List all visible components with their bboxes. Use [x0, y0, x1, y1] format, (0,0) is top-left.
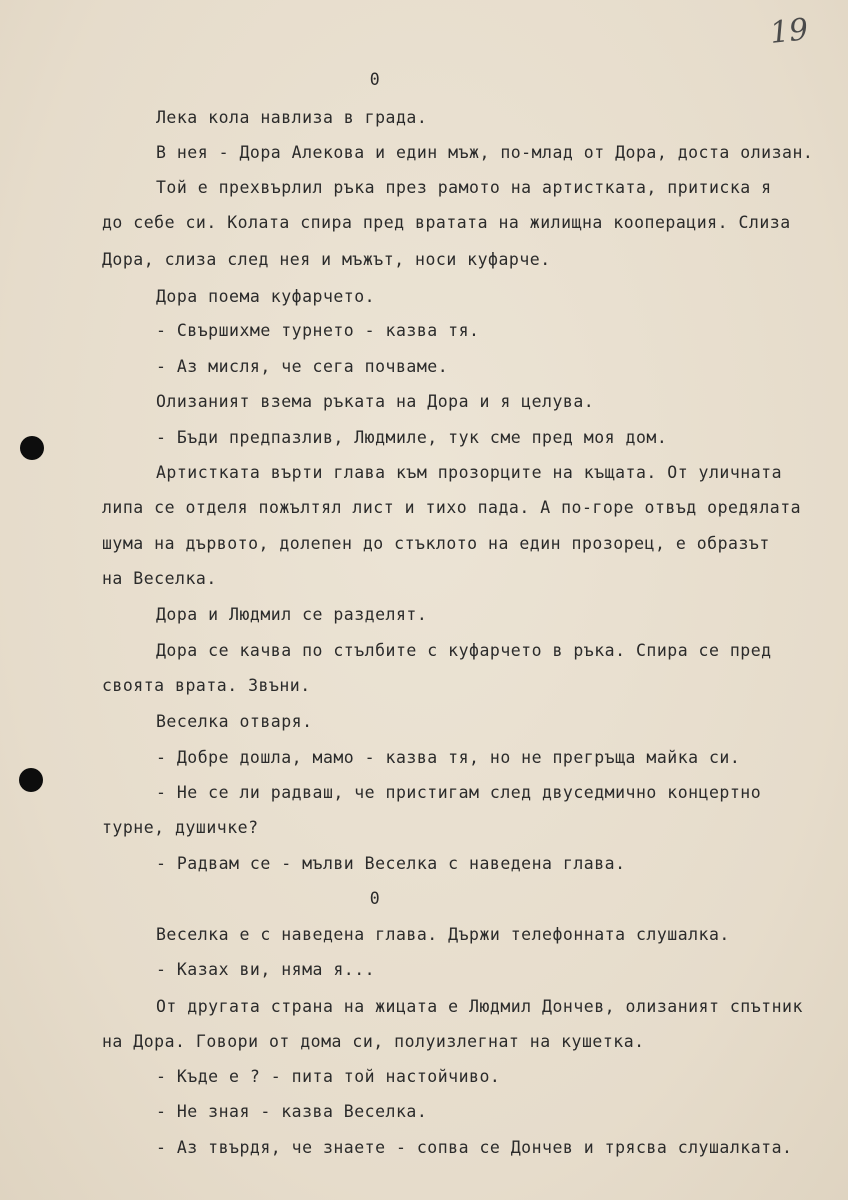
section-marker: 0 [369, 70, 381, 89]
text-line: до себе си. Колата спира пред вратата на жилищна кооперация. Слиза [102, 213, 791, 232]
page-number: 19 [768, 12, 810, 51]
text-line: Дора се качва по стълбите с куфарчето в ръка. Спира се пред [156, 641, 772, 660]
text-line: - Аз твърдя, че знаете - сопва се Дончев и трясва слушалката. [156, 1138, 793, 1157]
text-line: - Не зная - казва Веселка. [156, 1102, 428, 1121]
text-line: Артистката върти глава към прозорците на къщата. От уличната [156, 463, 783, 482]
text-line: - Казах ви, няма я... [156, 960, 376, 979]
punch-hole-bottom [19, 768, 43, 792]
text-line: Олизаният взема ръката на Дора и я целува. [156, 392, 595, 411]
text-line: Дора, слиза след нея и мъжът, носи куфарче. [102, 250, 551, 269]
text-line: Дора поема куфарчето. [156, 287, 376, 306]
text-line: своята врата. Звъни. [102, 676, 311, 695]
text-line: Веселка е с наведена глава. Държи телефонната слушалка. [156, 925, 730, 944]
punch-hole-top [20, 436, 44, 460]
text-line: - Бъди предпазлив, Людмиле, тук сме пред моя дом. [156, 428, 668, 447]
section-marker: 0 [369, 889, 381, 908]
text-line: на Веселка. [102, 569, 217, 588]
text-line: От другата страна на жицата е Людмил Дончев, олизаният спътник [156, 997, 803, 1016]
text-line: - Къде е ? - пита той настойчиво. [156, 1067, 501, 1086]
text-line: - Радвам се - мълви Веселка с наведена глава. [156, 854, 626, 873]
text-line: Дора и Людмил се разделят. [156, 605, 428, 624]
text-line: липа се отделя пожълтял лист и тихо пада. А по-горе отвъд оредялата [102, 498, 802, 517]
text-line: - Добре дошла, мамо - казва тя, но не прегръща майка си. [156, 748, 741, 767]
text-line: турне, душичке? [102, 818, 259, 837]
text-line: В нея - Дора Алекова и един мъж, по-млад от Дора, доста олизан. [156, 143, 814, 162]
text-line: на Дора. Говори от дома си, полуизлегнат на кушетка. [102, 1032, 645, 1051]
text-line: Той е прехвърлил ръка през рамото на артистката, притиска я [156, 178, 772, 197]
text-line: - Не се ли радваш, че пристигам след двуседмично концертно [156, 783, 762, 802]
text-line: шума на дървото, долепен до стъклото на един прозорец, е образът [102, 534, 770, 553]
text-line: Веселка отваря. [156, 712, 313, 731]
text-line: - Свършихме турнето - казва тя. [156, 321, 480, 340]
text-line: Лека кола навлиза в града. [156, 108, 428, 127]
text-line: - Аз мисля, че сега почваме. [156, 357, 449, 376]
